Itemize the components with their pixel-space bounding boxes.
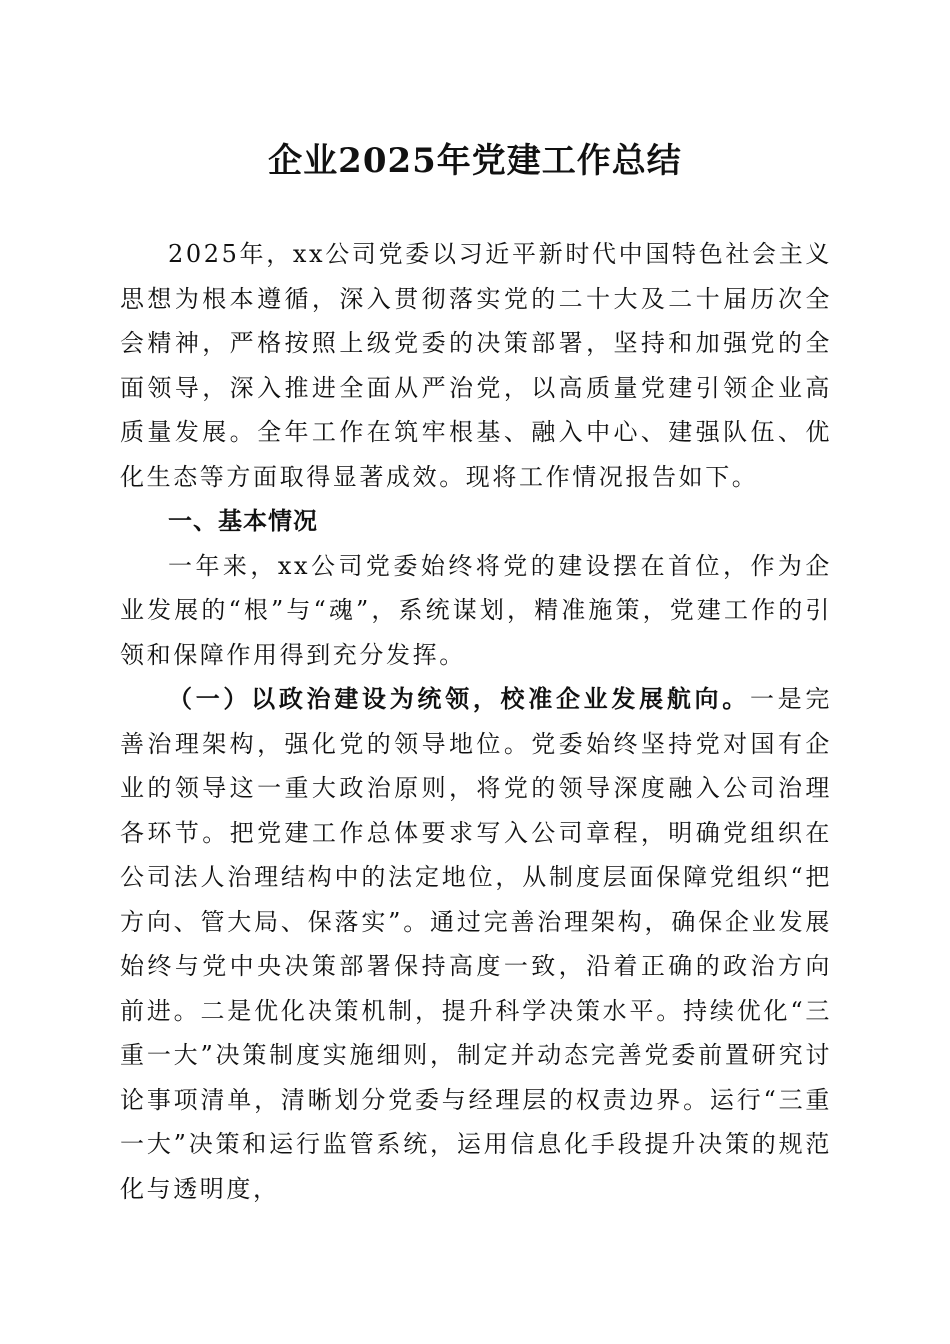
subsection-text: 一是完善治理架构，强化党的领导地位。党委始终坚持党对国有企业的领导这一重大政治原则，将党的领导深度融入公司治理各环节。把党建工作总体要求写入公司章程，明确党组织在公司法人治理结构中的法定地位，从制度层面保障党组织“把方向、管大局、保落实”。通过完善治理架构，确保企业发展始终与党中央决策部署保持高度一致，沿着正确的政治方向前进。二是优化决策机制，提升科学决策水平。持续优化“三重一大”决策制度实施细则，制定并动态完善党委前置研究讨论事项清单，清晰划分党委与经理层的权责边界。运行“三重一大”决策和运行监管系统，运用信息化手段提升决策的规范化与透明度， <box>120 685 832 1203</box>
intro-paragraph: 2025年，xx公司党委以习近平新时代中国特色社会主义思想为根本遵循，深入贯彻落实党的二十大及二十届历次全会精神，严格按照上级党委的决策部署，坚持和加强党的全面领导，深入推进全面从严治党，以高质量党建引领企业高质量发展。全年工作在筑牢根基、融入中心、建强队伍、优化生态等方面取得显著成效。现将工作情况报告如下。 <box>120 240 832 491</box>
document-title: 企业2025年党建工作总结 <box>268 141 682 181</box>
document-body <box>120 232 832 1211</box>
subsection-heading: （一）以政治建设为统领，校准企业发展航向。 <box>168 684 750 713</box>
subsection-paragraph <box>120 677 832 1211</box>
section-paragraph: 一年来，xx公司党委始终将党的建设摆在首位，作为企业发展的“根”与“魂”，系统谋划，精准施策，党建工作的引领和保障作用得到充分发挥。 <box>120 551 832 669</box>
section-heading: 一、基本情况 <box>168 507 318 535</box>
